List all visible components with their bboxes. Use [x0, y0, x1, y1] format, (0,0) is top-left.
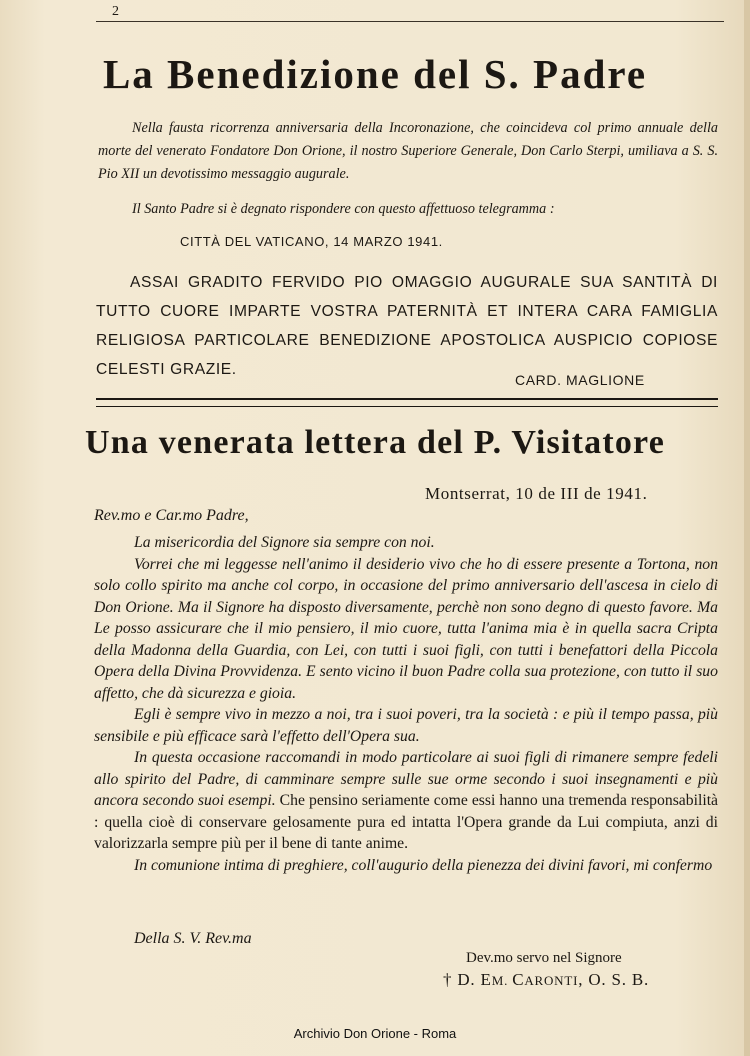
letter-paragraph: Vorrei che mi leggesse nell'animo il desiderio vivo che ho di essere presente a Tortona, non solo collo spirito ma anche col corpo, in occasione del primo anniversario dell'ascesa in cielo di Don Orione. Ma il Signore ha disposto diversamente, perchè non sono degno di questo favore. Ma Le posso assicurare che il mio pensiero, il mio cuore, tutta l'anima mia è in quella sacra Cripta della Madonna della Guardia, con Lei, con tutti i suoi figli, con tutti i benefattori della Piccola Opera della Divina Provvidenza. E sento vicino il buon Padre colla sua protezione, con tutto il suo affetto, che dà sicurezza e gioia. — [94, 555, 718, 702]
signature-caronti-rest: ARONTI — [524, 973, 579, 988]
letter-paragraph-italic-part: In questa occasione raccomandi in modo particolare ai suoi figli di rimanere sempre fedeli allo spirito del Padre, di camminare sempre sulle sue orme secondo i suoi insegnamenti e più ancora secondo suoi esempi. — [94, 749, 718, 809]
section1-title: La Benedizione del S. Padre — [102, 51, 648, 97]
signature-suffix: , O. S. B. — [578, 970, 650, 989]
letter-body — [94, 532, 718, 876]
section1-lead — [98, 198, 718, 221]
signature-em-cap: E — [480, 970, 492, 989]
signature-em-rest: M. — [491, 973, 513, 988]
signature-cross: † D. — [443, 970, 481, 989]
letter-paragraph: La misericordia del Signore sia sempre con noi. — [134, 534, 435, 551]
letter-place-date: Montserrat, 10 de III de 1941. — [425, 484, 648, 503]
letter-salutation: Rev.mo e Car.mo Padre, — [94, 507, 249, 524]
letter-paragraph — [94, 747, 718, 855]
intro-paragraph: Nella fausta ricorrenza anniversaria della Incoronazione, che coincideva col primo annuale della morte del venerato Fondatore Don Orione, il nostro Superiore Generale, Don Carlo Sterpi, umiliava a S. S. Pio XII un devotissimo messaggio augurale. — [98, 120, 718, 182]
letter-paragraph-roman-part: Che pensino seriamente come essi hanno una tremenda responsabilità : quella cioè di conservare gelosamente pura ed intatta l'Opera grande da Lui compiuta, anzi di valorizzarla sempre più per il bene di tante anime. — [94, 792, 719, 852]
letter-sign-line1: Dev.mo servo nel Signore — [466, 950, 622, 966]
letter-closing: Della S. V. Rev.ma — [134, 930, 252, 947]
archive-footer: Archivio Don Orione - Roma — [293, 1026, 457, 1041]
telegram-text: ASSAI GRADITO FERVIDO PIO OMAGGIO AUGURALE SUA SANTITÀ DI TUTTO CUORE IMPARTE VOSTRA PATERNITÀ ET INTERA CARA FAMIGLIA RELIGIOSA PARTICOLARE BENEDIZIONE APOSTOLICA AUSPICIO COPIOSE CELESTI GRAZIE. — [96, 274, 718, 378]
section-divider-thick — [96, 398, 718, 400]
section1-intro — [98, 117, 718, 186]
section2-title: Una venerata lettera del P. Visitatore — [84, 424, 666, 461]
header-rule — [96, 21, 724, 22]
letter-paragraph: In comunione intima di preghiere, coll'augurio della pienezza dei divini favori, mi confermo — [134, 856, 713, 874]
telegram-dateline: CITTÀ DEL VATICANO, 14 MARZO 1941. — [180, 234, 443, 249]
letter-paragraph: Egli è sempre vivo in mezzo a noi, tra i suoi poveri, tra la società : e più il tempo passa, più sensibile e più efficace sarà l'effetto dell'Opera sua. — [94, 706, 718, 745]
letter-signature — [443, 970, 649, 990]
section-divider-thin — [96, 406, 718, 407]
lead-paragraph: Il Santo Padre si è degnato rispondere con questo affettuoso telegramma : — [132, 201, 555, 217]
page-number: 2 — [112, 4, 119, 19]
signature-caronti-cap: C — [512, 970, 525, 989]
page-edge — [744, 0, 750, 1056]
telegram-signature: CARD. MAGLIONE — [515, 372, 645, 388]
